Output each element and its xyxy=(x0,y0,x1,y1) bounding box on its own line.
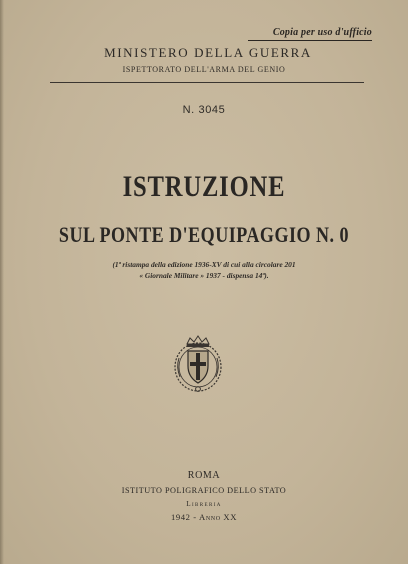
imprint-bookshop: Libreria xyxy=(186,500,222,508)
imprint-year: 1942 - Anno XX xyxy=(170,512,238,522)
edition-note xyxy=(60,259,348,281)
header-divider xyxy=(50,82,364,83)
royal-coat-of-arms-icon xyxy=(170,334,226,394)
edition-note-line: « Giornale Militare » 1937 - dispensa 14ª). xyxy=(139,271,269,280)
copy-note-underline xyxy=(248,40,372,41)
edition-note-line: (1ª ristampa della edizione 1936-XV di cui alla circolare 201 xyxy=(112,260,296,269)
document-number: N. 3045 xyxy=(182,104,226,116)
copy-note: Copia per uso d'ufficio xyxy=(272,27,372,38)
page-title: ISTRUZIONE xyxy=(122,170,286,203)
imprint-publisher: ISTITUTO POLIGRAFICO DELLO STATO xyxy=(121,486,287,495)
inspectorate-heading: ISPETTORATO DELL'ARMA DEL GENIO xyxy=(122,65,286,74)
ministry-heading: MINISTERO DELLA GUERRA xyxy=(104,45,312,60)
page-subtitle: SUL PONTE D'EQUIPAGGIO N. 0 xyxy=(58,222,350,247)
imprint-city: ROMA xyxy=(187,470,221,481)
